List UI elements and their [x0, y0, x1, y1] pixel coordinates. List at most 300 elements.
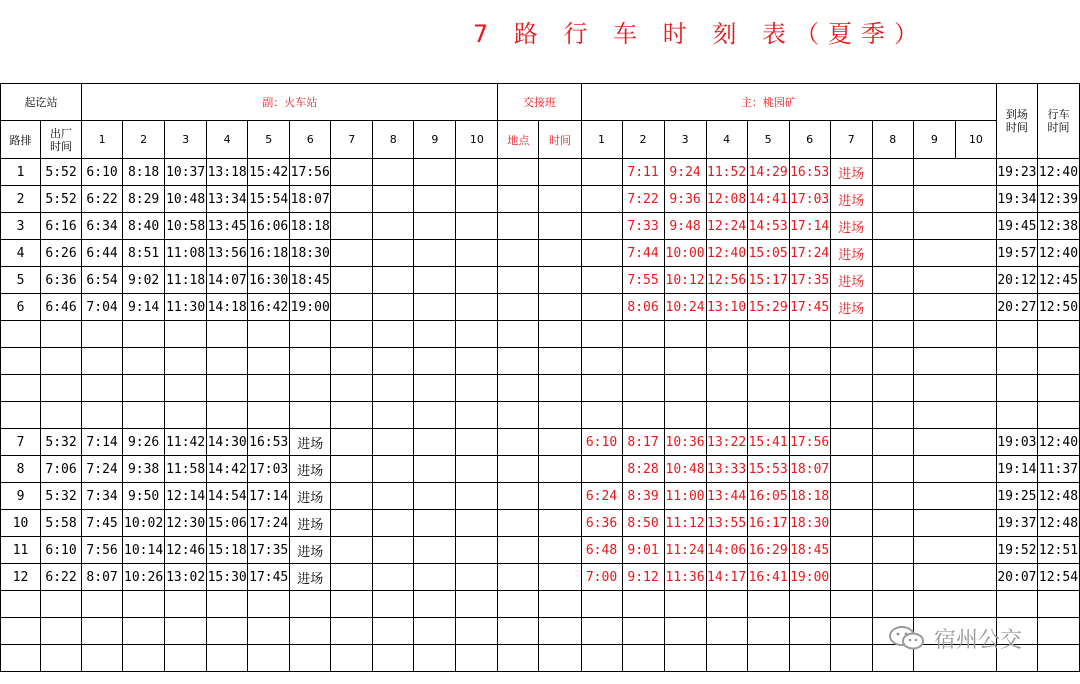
handover-time-cell	[539, 186, 581, 213]
secondary-time-cell: 13:02	[165, 564, 207, 591]
primary-time-cell	[872, 510, 913, 537]
secondary-time-cell: 进场	[290, 537, 331, 564]
empty-cell	[539, 618, 581, 645]
secondary-time-cell	[373, 213, 414, 240]
secondary-time-cell: 进场	[290, 510, 331, 537]
secondary-time-cell: 16:53	[248, 429, 290, 456]
empty-cell	[331, 618, 373, 645]
empty-cell	[1, 402, 41, 429]
route-no-cell: 11	[1, 537, 41, 564]
primary-time-cell: 11:36	[664, 564, 706, 591]
empty-cell	[664, 618, 706, 645]
primary-time-cell: 11:12	[664, 510, 706, 537]
empty-cell	[331, 402, 373, 429]
empty-cell	[123, 591, 165, 618]
secondary-time-cell: 16:18	[248, 240, 290, 267]
secondary-time-cell: 17:45	[248, 564, 290, 591]
location-header: 地点	[498, 121, 539, 159]
empty-cell	[747, 591, 789, 618]
secondary-time-cell	[456, 510, 498, 537]
primary-time-cell	[581, 267, 622, 294]
secondary-time-cell	[414, 483, 456, 510]
empty-cell	[290, 348, 331, 375]
empty-cell	[414, 618, 456, 645]
secondary-time-cell	[414, 537, 456, 564]
empty-cell	[82, 645, 123, 672]
secondary-time-cell	[414, 429, 456, 456]
secondary-time-cell: 进场	[290, 483, 331, 510]
sec-col-num: 10	[456, 121, 498, 159]
empty-cell	[581, 591, 622, 618]
secondary-time-cell	[456, 456, 498, 483]
primary-time-cell: 进场	[830, 294, 872, 321]
empty-cell	[664, 591, 706, 618]
secondary-time-cell	[373, 267, 414, 294]
empty-cell	[498, 375, 539, 402]
primary-time-cell: 13:33	[706, 456, 747, 483]
travel-time-cell: 12:40	[1037, 429, 1079, 456]
page-title: 7 路 行 车 时 刻 表（夏季）	[472, 20, 928, 48]
secondary-time-cell	[414, 510, 456, 537]
arrive-time-cell: 20:07	[996, 564, 1037, 591]
secondary-time-cell: 8:07	[82, 564, 123, 591]
primary-time-cell: 10:48	[664, 456, 706, 483]
empty-cell	[123, 645, 165, 672]
empty-cell	[290, 591, 331, 618]
pri-col-num: 10	[955, 121, 996, 159]
handover-location-cell	[498, 564, 539, 591]
secondary-station-header: 副：火车站	[82, 84, 498, 121]
empty-cell	[996, 402, 1037, 429]
empty-cell	[872, 348, 913, 375]
depart-time-cell: 5:58	[41, 510, 82, 537]
empty-row	[1, 321, 1080, 348]
empty-cell	[706, 402, 747, 429]
table-row	[1, 456, 1080, 483]
depart-time-cell: 5:52	[41, 186, 82, 213]
start-station-header: 起讫站	[1, 84, 82, 121]
empty-cell	[955, 321, 996, 348]
route-no-cell: 3	[1, 213, 41, 240]
table-row	[1, 240, 1080, 267]
primary-time-cell: 10:12	[664, 267, 706, 294]
secondary-time-cell	[331, 159, 373, 186]
secondary-time-cell: 13:34	[207, 186, 248, 213]
empty-cell	[414, 348, 456, 375]
secondary-time-cell	[331, 186, 373, 213]
travel-time-cell: 12:48	[1037, 483, 1079, 510]
depart-time-cell: 6:22	[41, 564, 82, 591]
primary-time-cell	[581, 186, 622, 213]
primary-time-cell: 17:35	[789, 267, 830, 294]
primary-time-cell: 15:41	[747, 429, 789, 456]
secondary-time-cell: 14:30	[207, 429, 248, 456]
primary-time-cell	[872, 483, 913, 510]
sec-col-num: 7	[331, 121, 373, 159]
secondary-time-cell: 8:18	[123, 159, 165, 186]
secondary-time-cell: 6:34	[82, 213, 123, 240]
primary-time-cell	[872, 267, 913, 294]
secondary-time-cell: 7:34	[82, 483, 123, 510]
primary-time-cell: 7:22	[622, 186, 664, 213]
handover-location-cell	[498, 510, 539, 537]
handover-location-cell	[498, 483, 539, 510]
empty-cell	[622, 321, 664, 348]
secondary-time-cell	[414, 294, 456, 321]
pri-col-num: 4	[706, 121, 747, 159]
primary-time-cell	[830, 483, 872, 510]
secondary-time-cell: 进场	[290, 429, 331, 456]
primary-time-cell	[913, 159, 955, 186]
empty-cell	[664, 348, 706, 375]
handover-time-cell	[539, 510, 581, 537]
secondary-time-cell	[331, 537, 373, 564]
empty-cell	[747, 375, 789, 402]
empty-cell	[498, 321, 539, 348]
secondary-time-cell	[456, 294, 498, 321]
primary-time-cell: 6:48	[581, 537, 622, 564]
table-row	[1, 483, 1080, 510]
sec-col-num: 5	[248, 121, 290, 159]
primary-time-cell: 6:10	[581, 429, 622, 456]
empty-cell	[789, 375, 830, 402]
secondary-time-cell: 16:30	[248, 267, 290, 294]
handover-location-cell	[498, 537, 539, 564]
arrive-time-cell: 20:27	[996, 294, 1037, 321]
empty-cell	[996, 348, 1037, 375]
secondary-time-cell	[414, 240, 456, 267]
empty-cell	[1, 591, 41, 618]
empty-cell	[41, 321, 82, 348]
secondary-time-cell: 6:54	[82, 267, 123, 294]
primary-time-cell	[955, 510, 996, 537]
empty-cell	[1, 321, 41, 348]
secondary-time-cell	[373, 537, 414, 564]
table-row	[1, 267, 1080, 294]
secondary-time-cell	[456, 564, 498, 591]
arrive-time-header: 到场 时间	[996, 84, 1037, 159]
empty-cell	[373, 348, 414, 375]
primary-time-cell	[581, 159, 622, 186]
primary-time-cell: 16:29	[747, 537, 789, 564]
empty-cell	[622, 591, 664, 618]
handover-location-cell	[498, 429, 539, 456]
empty-cell	[41, 618, 82, 645]
route-no-cell: 9	[1, 483, 41, 510]
empty-cell	[747, 348, 789, 375]
primary-time-cell: 17:14	[789, 213, 830, 240]
secondary-time-cell	[456, 159, 498, 186]
table-row	[1, 294, 1080, 321]
handover-header: 交接班	[498, 84, 581, 121]
empty-cell	[498, 591, 539, 618]
handover-location-cell	[498, 456, 539, 483]
primary-time-cell: 7:33	[622, 213, 664, 240]
secondary-time-cell: 12:14	[165, 483, 207, 510]
secondary-time-cell: 10:58	[165, 213, 207, 240]
table-row	[1, 159, 1080, 186]
empty-cell	[414, 321, 456, 348]
secondary-time-cell	[414, 267, 456, 294]
primary-time-cell	[913, 456, 955, 483]
handover-time-cell	[539, 537, 581, 564]
primary-time-cell: 16:17	[747, 510, 789, 537]
empty-cell	[789, 591, 830, 618]
secondary-time-cell: 10:37	[165, 159, 207, 186]
pri-col-num: 1	[581, 121, 622, 159]
secondary-time-cell	[373, 510, 414, 537]
handover-time-cell	[539, 213, 581, 240]
secondary-time-cell: 17:14	[248, 483, 290, 510]
route-no-cell: 10	[1, 510, 41, 537]
primary-time-cell	[581, 456, 622, 483]
secondary-time-cell: 17:35	[248, 537, 290, 564]
primary-time-cell: 18:30	[789, 510, 830, 537]
empty-cell	[248, 618, 290, 645]
primary-time-cell	[913, 213, 955, 240]
primary-time-cell: 7:55	[622, 267, 664, 294]
secondary-time-cell: 7:24	[82, 456, 123, 483]
empty-cell	[498, 645, 539, 672]
primary-time-cell: 15:05	[747, 240, 789, 267]
empty-cell	[622, 375, 664, 402]
travel-time-cell: 12:38	[1037, 213, 1079, 240]
primary-time-cell	[955, 267, 996, 294]
empty-cell	[1, 375, 41, 402]
empty-cell	[290, 645, 331, 672]
empty-cell	[414, 591, 456, 618]
route-no-cell: 6	[1, 294, 41, 321]
primary-time-cell: 9:24	[664, 159, 706, 186]
primary-time-cell: 17:03	[789, 186, 830, 213]
secondary-time-cell: 16:06	[248, 213, 290, 240]
header-blank	[955, 84, 996, 121]
secondary-time-cell: 13:18	[207, 159, 248, 186]
empty-cell	[207, 402, 248, 429]
empty-cell	[539, 375, 581, 402]
watermark-text: 宿州公交	[934, 627, 1023, 653]
secondary-time-cell: 7:04	[82, 294, 123, 321]
route-no-cell: 8	[1, 456, 41, 483]
empty-cell	[331, 348, 373, 375]
secondary-time-cell: 17:56	[290, 159, 331, 186]
empty-cell	[373, 321, 414, 348]
primary-time-cell	[830, 429, 872, 456]
empty-cell	[830, 591, 872, 618]
travel-time-cell: 12:51	[1037, 537, 1079, 564]
handover-time-cell	[539, 267, 581, 294]
empty-cell	[747, 645, 789, 672]
empty-cell	[414, 402, 456, 429]
depart-time-cell: 6:10	[41, 537, 82, 564]
empty-cell	[82, 591, 123, 618]
empty-cell	[581, 321, 622, 348]
empty-cell	[498, 348, 539, 375]
pri-col-num: 3	[664, 121, 706, 159]
empty-cell	[706, 348, 747, 375]
empty-cell	[1, 618, 41, 645]
secondary-time-cell: 11:08	[165, 240, 207, 267]
secondary-time-cell: 12:46	[165, 537, 207, 564]
empty-cell	[82, 375, 123, 402]
secondary-time-cell	[456, 240, 498, 267]
secondary-time-cell: 15:42	[248, 159, 290, 186]
secondary-time-cell: 11:30	[165, 294, 207, 321]
secondary-time-cell: 15:54	[248, 186, 290, 213]
empty-cell	[248, 591, 290, 618]
secondary-time-cell: 14:42	[207, 456, 248, 483]
secondary-time-cell	[373, 456, 414, 483]
empty-cell	[207, 618, 248, 645]
sec-col-num: 8	[373, 121, 414, 159]
empty-cell	[581, 402, 622, 429]
primary-time-cell: 13:55	[706, 510, 747, 537]
primary-time-cell: 10:36	[664, 429, 706, 456]
primary-time-cell	[955, 429, 996, 456]
secondary-time-cell: 14:18	[207, 294, 248, 321]
empty-cell	[414, 375, 456, 402]
empty-cell	[539, 591, 581, 618]
empty-cell	[456, 591, 498, 618]
empty-cell	[913, 402, 955, 429]
empty-cell	[539, 402, 581, 429]
primary-time-cell	[955, 240, 996, 267]
primary-time-cell: 18:45	[789, 537, 830, 564]
empty-cell	[706, 618, 747, 645]
empty-cell	[706, 645, 747, 672]
primary-time-cell: 进场	[830, 213, 872, 240]
empty-cell	[248, 321, 290, 348]
empty-cell	[706, 591, 747, 618]
depart-time-cell: 6:26	[41, 240, 82, 267]
primary-time-cell: 14:06	[706, 537, 747, 564]
time-header: 时间	[539, 121, 581, 159]
empty-cell	[207, 645, 248, 672]
primary-time-cell	[872, 429, 913, 456]
depart-time-cell: 5:52	[41, 159, 82, 186]
primary-time-cell	[955, 186, 996, 213]
route-no-cell: 5	[1, 267, 41, 294]
secondary-time-cell: 12:30	[165, 510, 207, 537]
empty-cell	[996, 591, 1037, 618]
secondary-time-cell	[331, 564, 373, 591]
secondary-time-cell	[414, 186, 456, 213]
handover-time-cell	[539, 483, 581, 510]
wechat-icon	[888, 625, 928, 651]
travel-time-cell: 11:37	[1037, 456, 1079, 483]
pri-col-num: 5	[747, 121, 789, 159]
primary-time-cell: 14:53	[747, 213, 789, 240]
primary-time-cell: 19:00	[789, 564, 830, 591]
secondary-time-cell: 10:48	[165, 186, 207, 213]
empty-cell	[414, 645, 456, 672]
pri-col-num: 7	[830, 121, 872, 159]
primary-time-cell	[581, 240, 622, 267]
primary-time-cell	[913, 483, 955, 510]
secondary-time-cell: 14:54	[207, 483, 248, 510]
primary-time-cell: 17:56	[789, 429, 830, 456]
empty-cell	[955, 348, 996, 375]
secondary-time-cell: 15:18	[207, 537, 248, 564]
sec-col-num: 2	[123, 121, 165, 159]
empty-cell	[123, 375, 165, 402]
primary-time-cell: 18:07	[789, 456, 830, 483]
handover-time-cell	[539, 564, 581, 591]
secondary-time-cell: 11:18	[165, 267, 207, 294]
primary-time-cell	[830, 537, 872, 564]
primary-time-cell: 11:24	[664, 537, 706, 564]
secondary-time-cell: 7:45	[82, 510, 123, 537]
empty-cell	[872, 402, 913, 429]
secondary-time-cell: 9:50	[123, 483, 165, 510]
depart-time-cell: 5:32	[41, 429, 82, 456]
primary-time-cell	[830, 456, 872, 483]
primary-time-cell: 11:00	[664, 483, 706, 510]
primary-time-cell: 17:24	[789, 240, 830, 267]
empty-cell	[830, 645, 872, 672]
empty-cell	[1037, 321, 1079, 348]
empty-cell	[290, 321, 331, 348]
empty-cell	[456, 402, 498, 429]
primary-time-cell: 8:50	[622, 510, 664, 537]
depart-time-cell: 6:36	[41, 267, 82, 294]
empty-cell	[248, 348, 290, 375]
empty-cell	[913, 348, 955, 375]
secondary-time-cell	[331, 294, 373, 321]
secondary-time-cell	[331, 240, 373, 267]
secondary-time-cell: 9:26	[123, 429, 165, 456]
secondary-time-cell	[373, 294, 414, 321]
primary-time-cell: 18:18	[789, 483, 830, 510]
empty-cell	[498, 618, 539, 645]
empty-cell	[581, 645, 622, 672]
primary-time-cell: 7:11	[622, 159, 664, 186]
secondary-time-cell	[373, 186, 414, 213]
empty-cell	[456, 321, 498, 348]
empty-cell	[1037, 591, 1079, 618]
empty-cell	[622, 645, 664, 672]
empty-cell	[248, 645, 290, 672]
empty-cell	[331, 321, 373, 348]
secondary-time-cell: 13:45	[207, 213, 248, 240]
primary-time-cell: 12:40	[706, 240, 747, 267]
primary-time-cell: 12:08	[706, 186, 747, 213]
empty-cell	[622, 348, 664, 375]
table-row	[1, 564, 1080, 591]
sec-col-num: 9	[414, 121, 456, 159]
primary-time-cell: 9:12	[622, 564, 664, 591]
secondary-time-cell	[373, 240, 414, 267]
primary-time-cell: 8:28	[622, 456, 664, 483]
empty-cell	[1037, 402, 1079, 429]
empty-cell	[165, 321, 207, 348]
primary-time-cell	[872, 564, 913, 591]
secondary-time-cell	[456, 429, 498, 456]
secondary-time-cell: 15:06	[207, 510, 248, 537]
secondary-time-cell: 9:02	[123, 267, 165, 294]
primary-time-cell: 9:01	[622, 537, 664, 564]
handover-time-cell	[539, 240, 581, 267]
primary-time-cell	[955, 537, 996, 564]
empty-cell	[913, 591, 955, 618]
arrive-time-cell: 19:57	[996, 240, 1037, 267]
empty-cell	[1, 348, 41, 375]
depart-time-cell: 6:16	[41, 213, 82, 240]
secondary-time-cell: 18:18	[290, 213, 331, 240]
empty-cell	[123, 321, 165, 348]
empty-cell	[1037, 375, 1079, 402]
empty-cell	[82, 618, 123, 645]
